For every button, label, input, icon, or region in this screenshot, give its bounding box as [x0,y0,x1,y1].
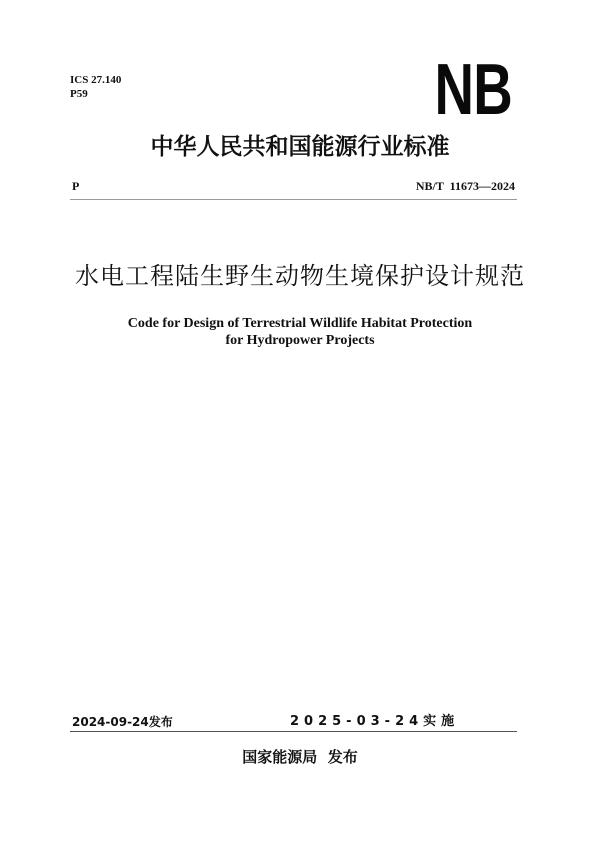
ccs-code: P59 [70,88,88,100]
english-title-line-1: Code for Design of Terrestrial Wildlife Habitat Protection [127,316,473,331]
header-divider [70,199,517,200]
chinese-title: 水电工程陆生野生动物生境保护设计规范 [75,262,525,290]
standard-number: NB/T 11673—2024 [415,179,515,193]
ics-code: ICS 27.140 [70,74,122,86]
english-title-line-2: for Hydropower Projects [225,333,375,348]
footer-divider [70,731,517,732]
issue-date: 2024-09-24发布 [72,715,173,729]
nb-logo: NB [434,50,512,130]
implementation-date: 2025-03-24实施 [290,714,460,729]
standard-type-title: 中华人民共和国能源行业标准 [150,134,450,160]
issuing-authority: 国家能源局 发布 [242,748,358,766]
registration-category: P [72,179,80,193]
